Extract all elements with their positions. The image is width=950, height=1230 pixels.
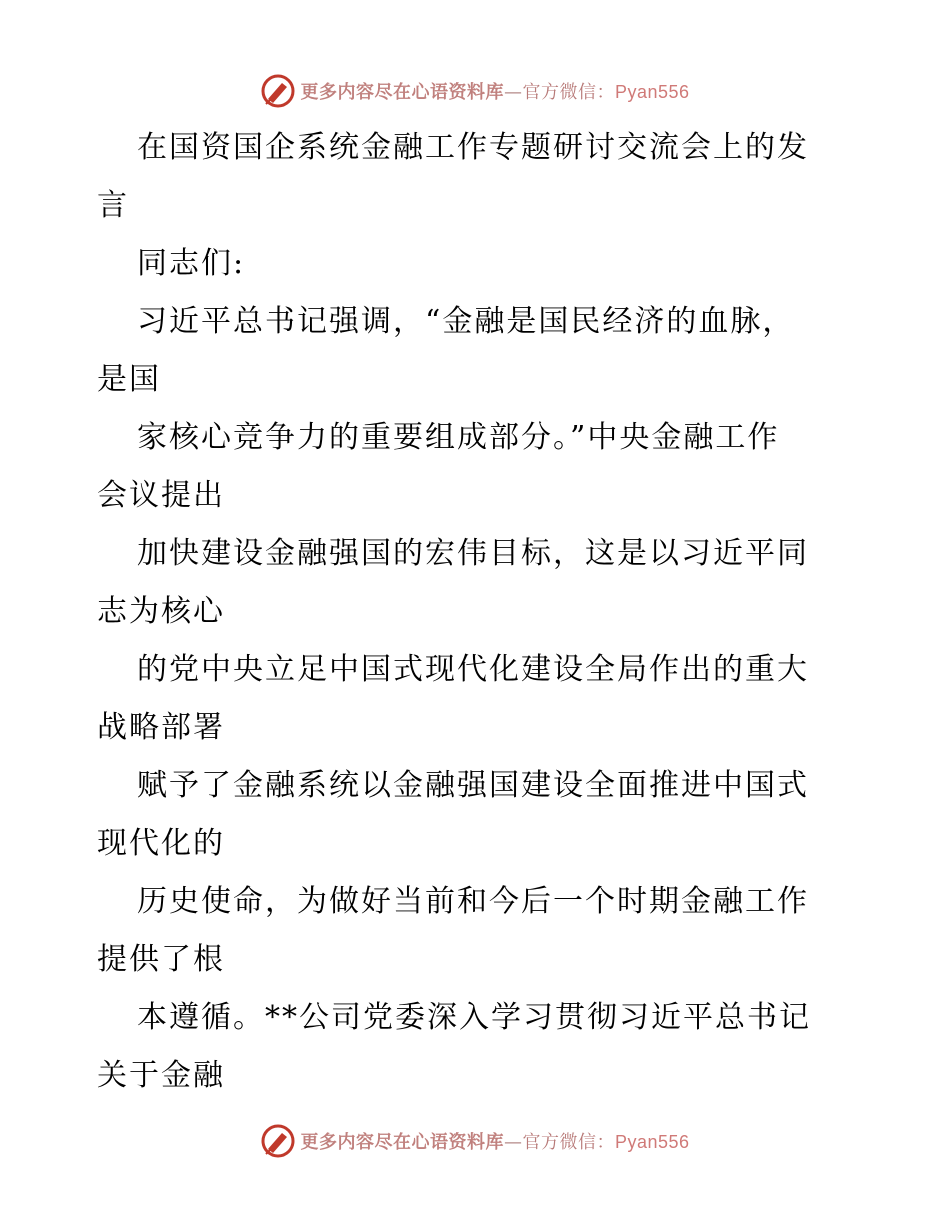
- banner-lead: 更多内容尽在心语资料库: [300, 82, 504, 103]
- footer-banner: [0, 1121, 950, 1161]
- paragraph-line: 关于金融: [97, 1058, 225, 1093]
- banner-tail: 官方微信：: [522, 82, 615, 103]
- wechat-id: Pyan556: [614, 82, 690, 102]
- paragraph-line: 提供了根: [97, 942, 225, 977]
- title-line-2: 言: [97, 188, 129, 223]
- paragraph-line: 是国: [97, 362, 161, 397]
- paragraph-line: 志为核心: [97, 594, 225, 629]
- document-body: [97, 118, 857, 1104]
- salutation: 同志们:: [137, 246, 246, 281]
- banner-text: [300, 1128, 689, 1154]
- paragraph-line: 现代化的: [97, 826, 225, 861]
- header-banner: [0, 71, 950, 111]
- banner-dash: —: [503, 82, 523, 103]
- banner-tail: 官方微信：: [522, 1132, 615, 1153]
- paragraph-line: 历史使命，为做好当前和今后一个时期金融工作: [137, 884, 809, 919]
- paragraph-line: 战略部署: [97, 710, 225, 745]
- paragraph-line: 加快建设金融强国的宏伟目标，这是以习近平同: [137, 536, 809, 571]
- paragraph-line: 习近平总书记强调，“金融是国民经济的血脉，: [137, 304, 795, 339]
- title-line-1: 在国资国企系统金融工作专题研讨交流会上的发: [137, 130, 809, 165]
- paragraph-line: 家核心竞争力的重要组成部分。”中央金融工作: [137, 420, 780, 455]
- banner-text: [300, 78, 689, 104]
- pen-logo-icon: [260, 73, 296, 109]
- paragraph-line: 本遵循。**公司党委深入学习贯彻习近平总书记: [137, 1000, 811, 1035]
- paragraph-line: 赋予了金融系统以金融强国建设全面推进中国式: [137, 768, 809, 803]
- paragraph-line: 会议提出: [97, 478, 225, 513]
- pen-logo-icon: [260, 1123, 296, 1159]
- banner-lead: 更多内容尽在心语资料库: [300, 1132, 504, 1153]
- banner-dash: —: [503, 1132, 523, 1153]
- wechat-id: Pyan556: [614, 1132, 690, 1152]
- paragraph-line: 的党中央立足中国式现代化建设全局作出的重大: [137, 652, 809, 687]
